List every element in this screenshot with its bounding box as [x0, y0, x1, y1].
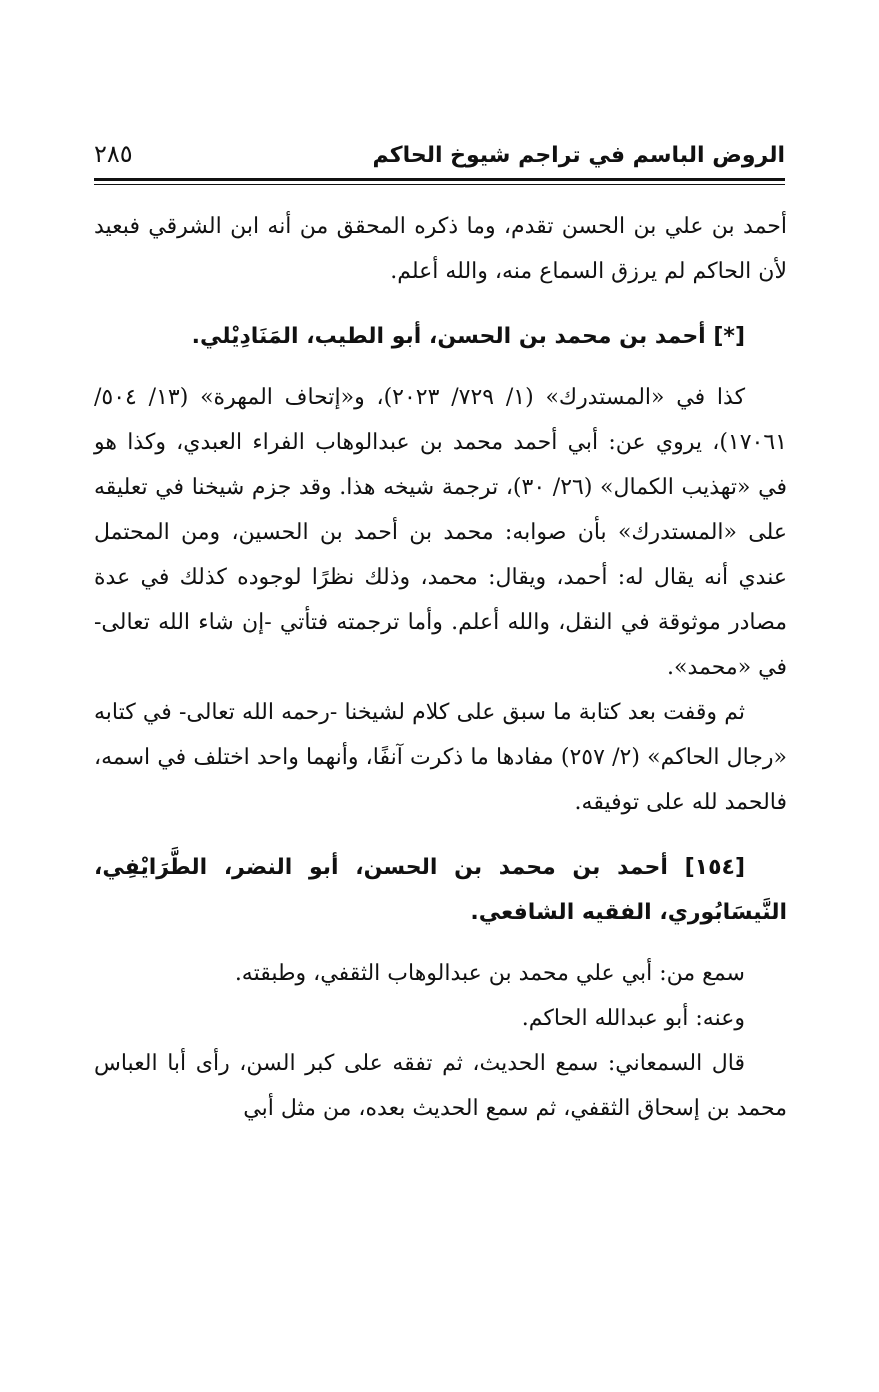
- paragraph-addendum: ثم وقفت بعد كتابة ما سبق على كلام لشيخنا -رحمه الله تعالى- في كتابه «رجال الحاكم» (٢/ ٢٥٧) مفادها ما ذكرت آنفًا، وأنهما واحد اختلف في اسمه، فالحمد لله على توفيقه.: [94, 700, 787, 815]
- header-rule-thin: [94, 184, 785, 185]
- running-head: [94, 138, 785, 174]
- paragraph-narrators: وعنه: أبو عبدالله الحاكم.: [521, 1006, 745, 1031]
- entry-heading-starred: [*] أحمد بن محمد بن الحسن، أبو الطيب، المَنَادِيْلي.: [191, 324, 745, 349]
- paragraph-discussion: كذا في «المستدرك» (١/ ٧٢٩/ ٢٠٢٣)، و«إتحاف المهرة» (١٣/ ٥٠٤/ ١٧٠٦١)، يروي عن: أبي أحمد محمد بن عبدالوهاب الفراء العبدي، وكذا هو في «تهذيب الكمال» (٢٦/ ٣٠)، ترجمة شيخه هذا. وقد جزم شيخنا في تعليقه على «المستدرك» بأن صوابه: محمد بن أحمد بن الحسين، ومن المحتمل عندي أنه يقال له: أحمد، ويقال: محمد، وذلك نظرًا لوجوده كذلك في عدة مصادر موثوقة في النقل، والله أعلم. وأما ترجمته فتأتي -إن شاء الله تعالى- في «محمد».: [94, 385, 787, 680]
- header-rule-thick: [94, 178, 785, 181]
- paragraph-heard-from: سمع من: أبي علي محمد بن عبدالوهاب الثقفي، وطبقته.: [234, 961, 745, 986]
- page-body: [94, 204, 787, 1131]
- page-number: ٢٨٥: [94, 140, 133, 168]
- paragraph-samani-quote: قال السمعاني: سمع الحديث، ثم تفقه على كبر السن، رأى أبا العباس محمد بن إسحاق الثقفي، ثم سمع الحديث بعده، من مثل أبي: [94, 1051, 787, 1121]
- running-title: الروض الباسم في تراجم شيوخ الحاكم: [372, 143, 785, 168]
- entry-heading-154: [١٥٤] أحمد بن محمد بن الحسن، أبو النضر، الطَّرَايْفِي، النَّيسَابُوري، الفقيه الشافعي.: [94, 855, 787, 925]
- paragraph-continuation: أحمد بن علي بن الحسن تقدم، وما ذكره المحقق من أنه ابن الشرقي فبعيد لأن الحاكم لم يرزق السماع منه، والله أعلم.: [94, 214, 787, 284]
